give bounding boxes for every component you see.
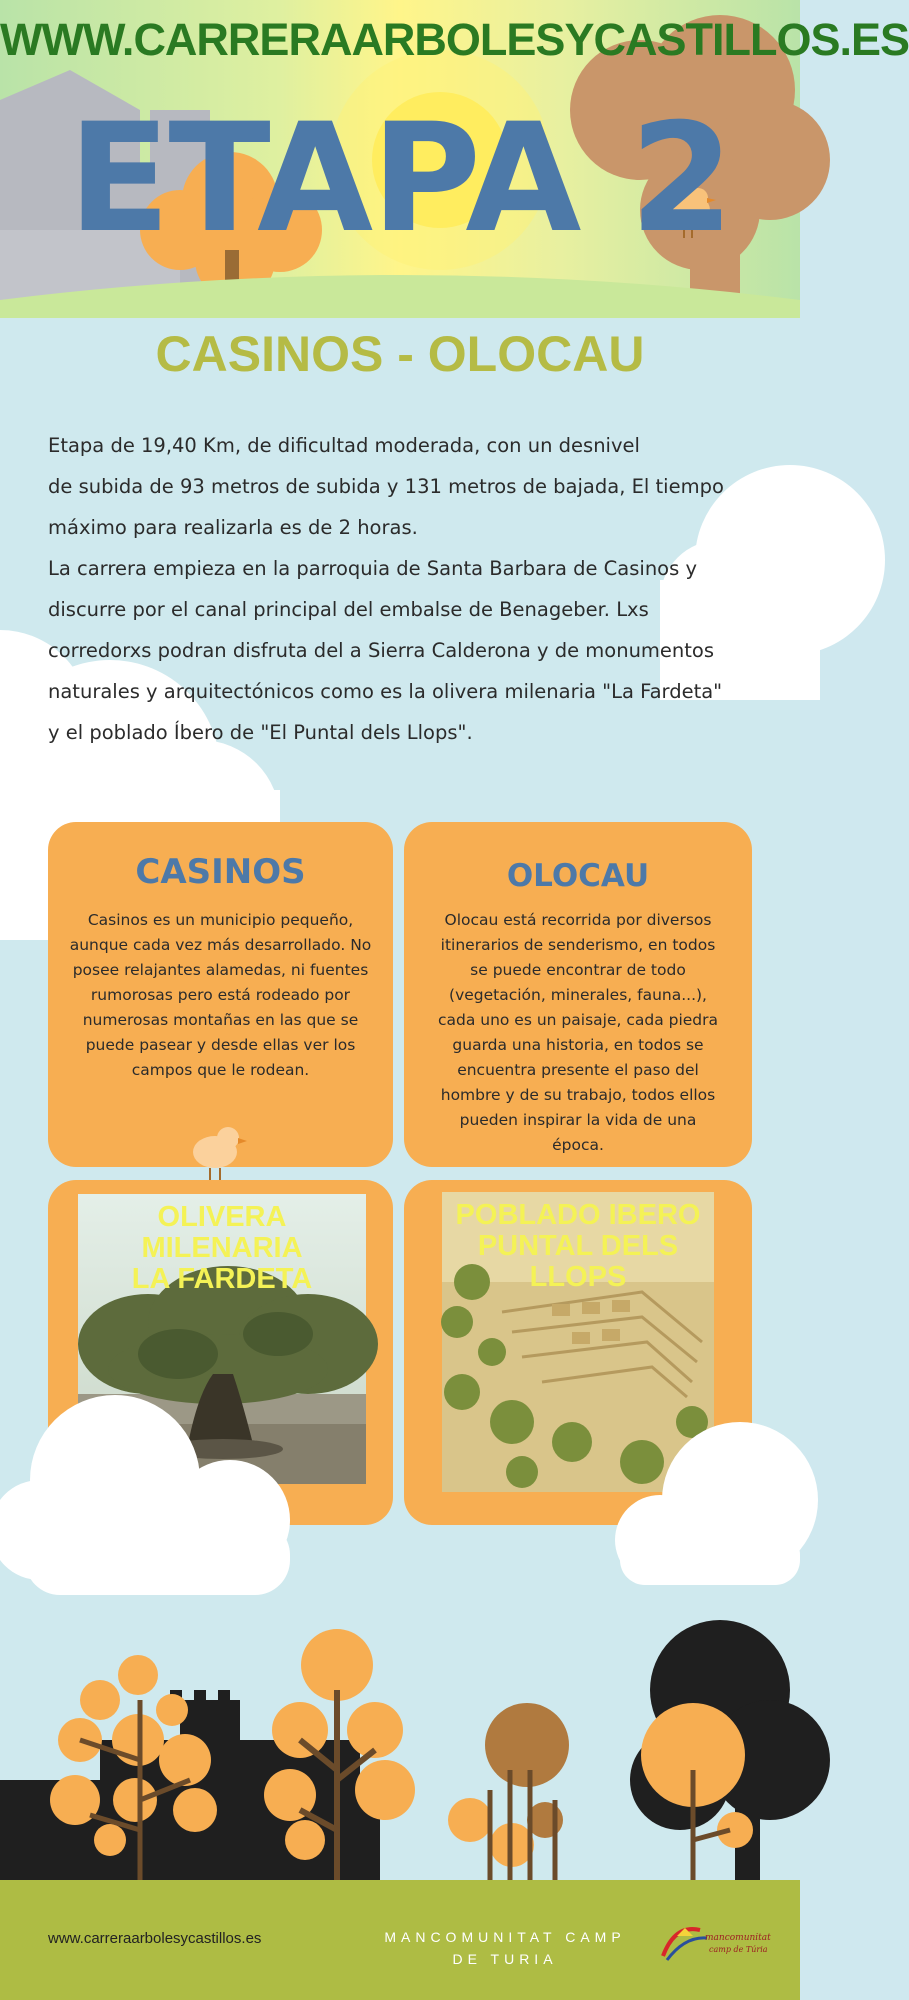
footer-bar [0, 1880, 800, 2000]
intro-line: máximo para realizarla es de 2 horas. [48, 516, 418, 539]
card-line: puede pasear y desde ellas ver los [85, 1036, 356, 1054]
card-line: (vegetación, minerales, fauna...), [449, 986, 707, 1004]
stage-number-title: ETAPA 2 [67, 92, 733, 266]
caption-line: MILENARIA [141, 1232, 303, 1264]
footer-url[interactable]: www.carreraarbolesycastillos.es [48, 1930, 262, 1947]
card-line: época. [552, 1136, 604, 1154]
casinos-title: CASINOS [135, 852, 306, 892]
olivera-photo [78, 1194, 366, 1484]
card-line: Olocau está recorrida por diversos [444, 911, 712, 929]
intro-line: y el poblado Íbero de "El Puntal dels Llops". [48, 721, 473, 744]
route-title: CASINOS - OLOCAU [155, 326, 645, 382]
intro-line: La carrera empieza en la parroquia de Santa Barbara de Casinos y [48, 557, 698, 580]
card-line: rumorosas pero está rodeado por [90, 986, 351, 1004]
card-line: aunque cada vez más desarrollado. No [69, 936, 372, 954]
caption-line: OLIVERA [157, 1201, 287, 1233]
card-line: posee relajantes alamedas, ni fuentes [72, 961, 369, 979]
intro-line: de subida de 93 metros de subida y 131 metros de bajada, El tiempo [48, 475, 724, 498]
header-banner [0, 0, 909, 318]
intro-line: naturales y arquitectónicos como es la olivera milenaria "La Fardeta" [48, 680, 723, 703]
poblado-photo-card [404, 1180, 752, 1525]
org-line: MANCOMUNITAT CAMP [384, 1929, 626, 1945]
card-line: se puede encontrar de todo [470, 961, 686, 979]
casinos-card [48, 822, 393, 1167]
caption-line: LLOPS [529, 1261, 627, 1293]
intro-line: Etapa de 19,40 Km, de dificultad moderada, con un desnivel [48, 434, 640, 457]
card-line: encuentra presente el paso del [457, 1061, 699, 1079]
card-line: itinerarios de senderismo, en todos [440, 936, 716, 954]
logo-text: mancomunitat [705, 1933, 771, 1943]
caption-line: PUNTAL DELS [477, 1230, 679, 1262]
card-line: pueden inspirar la vida de una [459, 1111, 697, 1129]
olocau-description [418, 908, 738, 1158]
intro-text [48, 425, 768, 753]
poblado-caption [442, 1200, 714, 1293]
olocau-title: OLOCAU [506, 858, 650, 894]
site-url-heading: WWW.CARRERAARBOLESYCASTILLOS.ES [0, 14, 909, 65]
card-line: campos que le rodean. [131, 1061, 310, 1079]
logo-text: camp de Túria [709, 1945, 768, 1954]
footer-organization [360, 1926, 650, 1970]
mancomunitat-logo [655, 1916, 775, 1966]
card-line: Casinos es un municipio pequeño, [87, 911, 354, 929]
card-line: hombre y de su trabajo, todos ellos [440, 1086, 716, 1104]
card-line: guarda una historia, en todos se [452, 1036, 704, 1054]
olivera-caption [78, 1202, 366, 1295]
caption-line: LA FARDETA [131, 1263, 313, 1295]
intro-line: corredorxs podran disfruta del a Sierra Calderona y de monumentos [48, 639, 715, 662]
olocau-card [404, 822, 752, 1167]
casinos-description [62, 908, 379, 1083]
poblado-photo [442, 1192, 714, 1492]
intro-line: discurre por el canal principal del embalse de Benageber. Lxs [48, 598, 649, 621]
card-line: cada uno es un paisaje, cada piedra [437, 1011, 719, 1029]
card-line: numerosas montañas en las que se [82, 1011, 359, 1029]
caption-line: POBLADO IBERO [455, 1199, 701, 1231]
olivera-photo-card [48, 1180, 393, 1525]
org-line: DE TURIA [452, 1951, 558, 1967]
